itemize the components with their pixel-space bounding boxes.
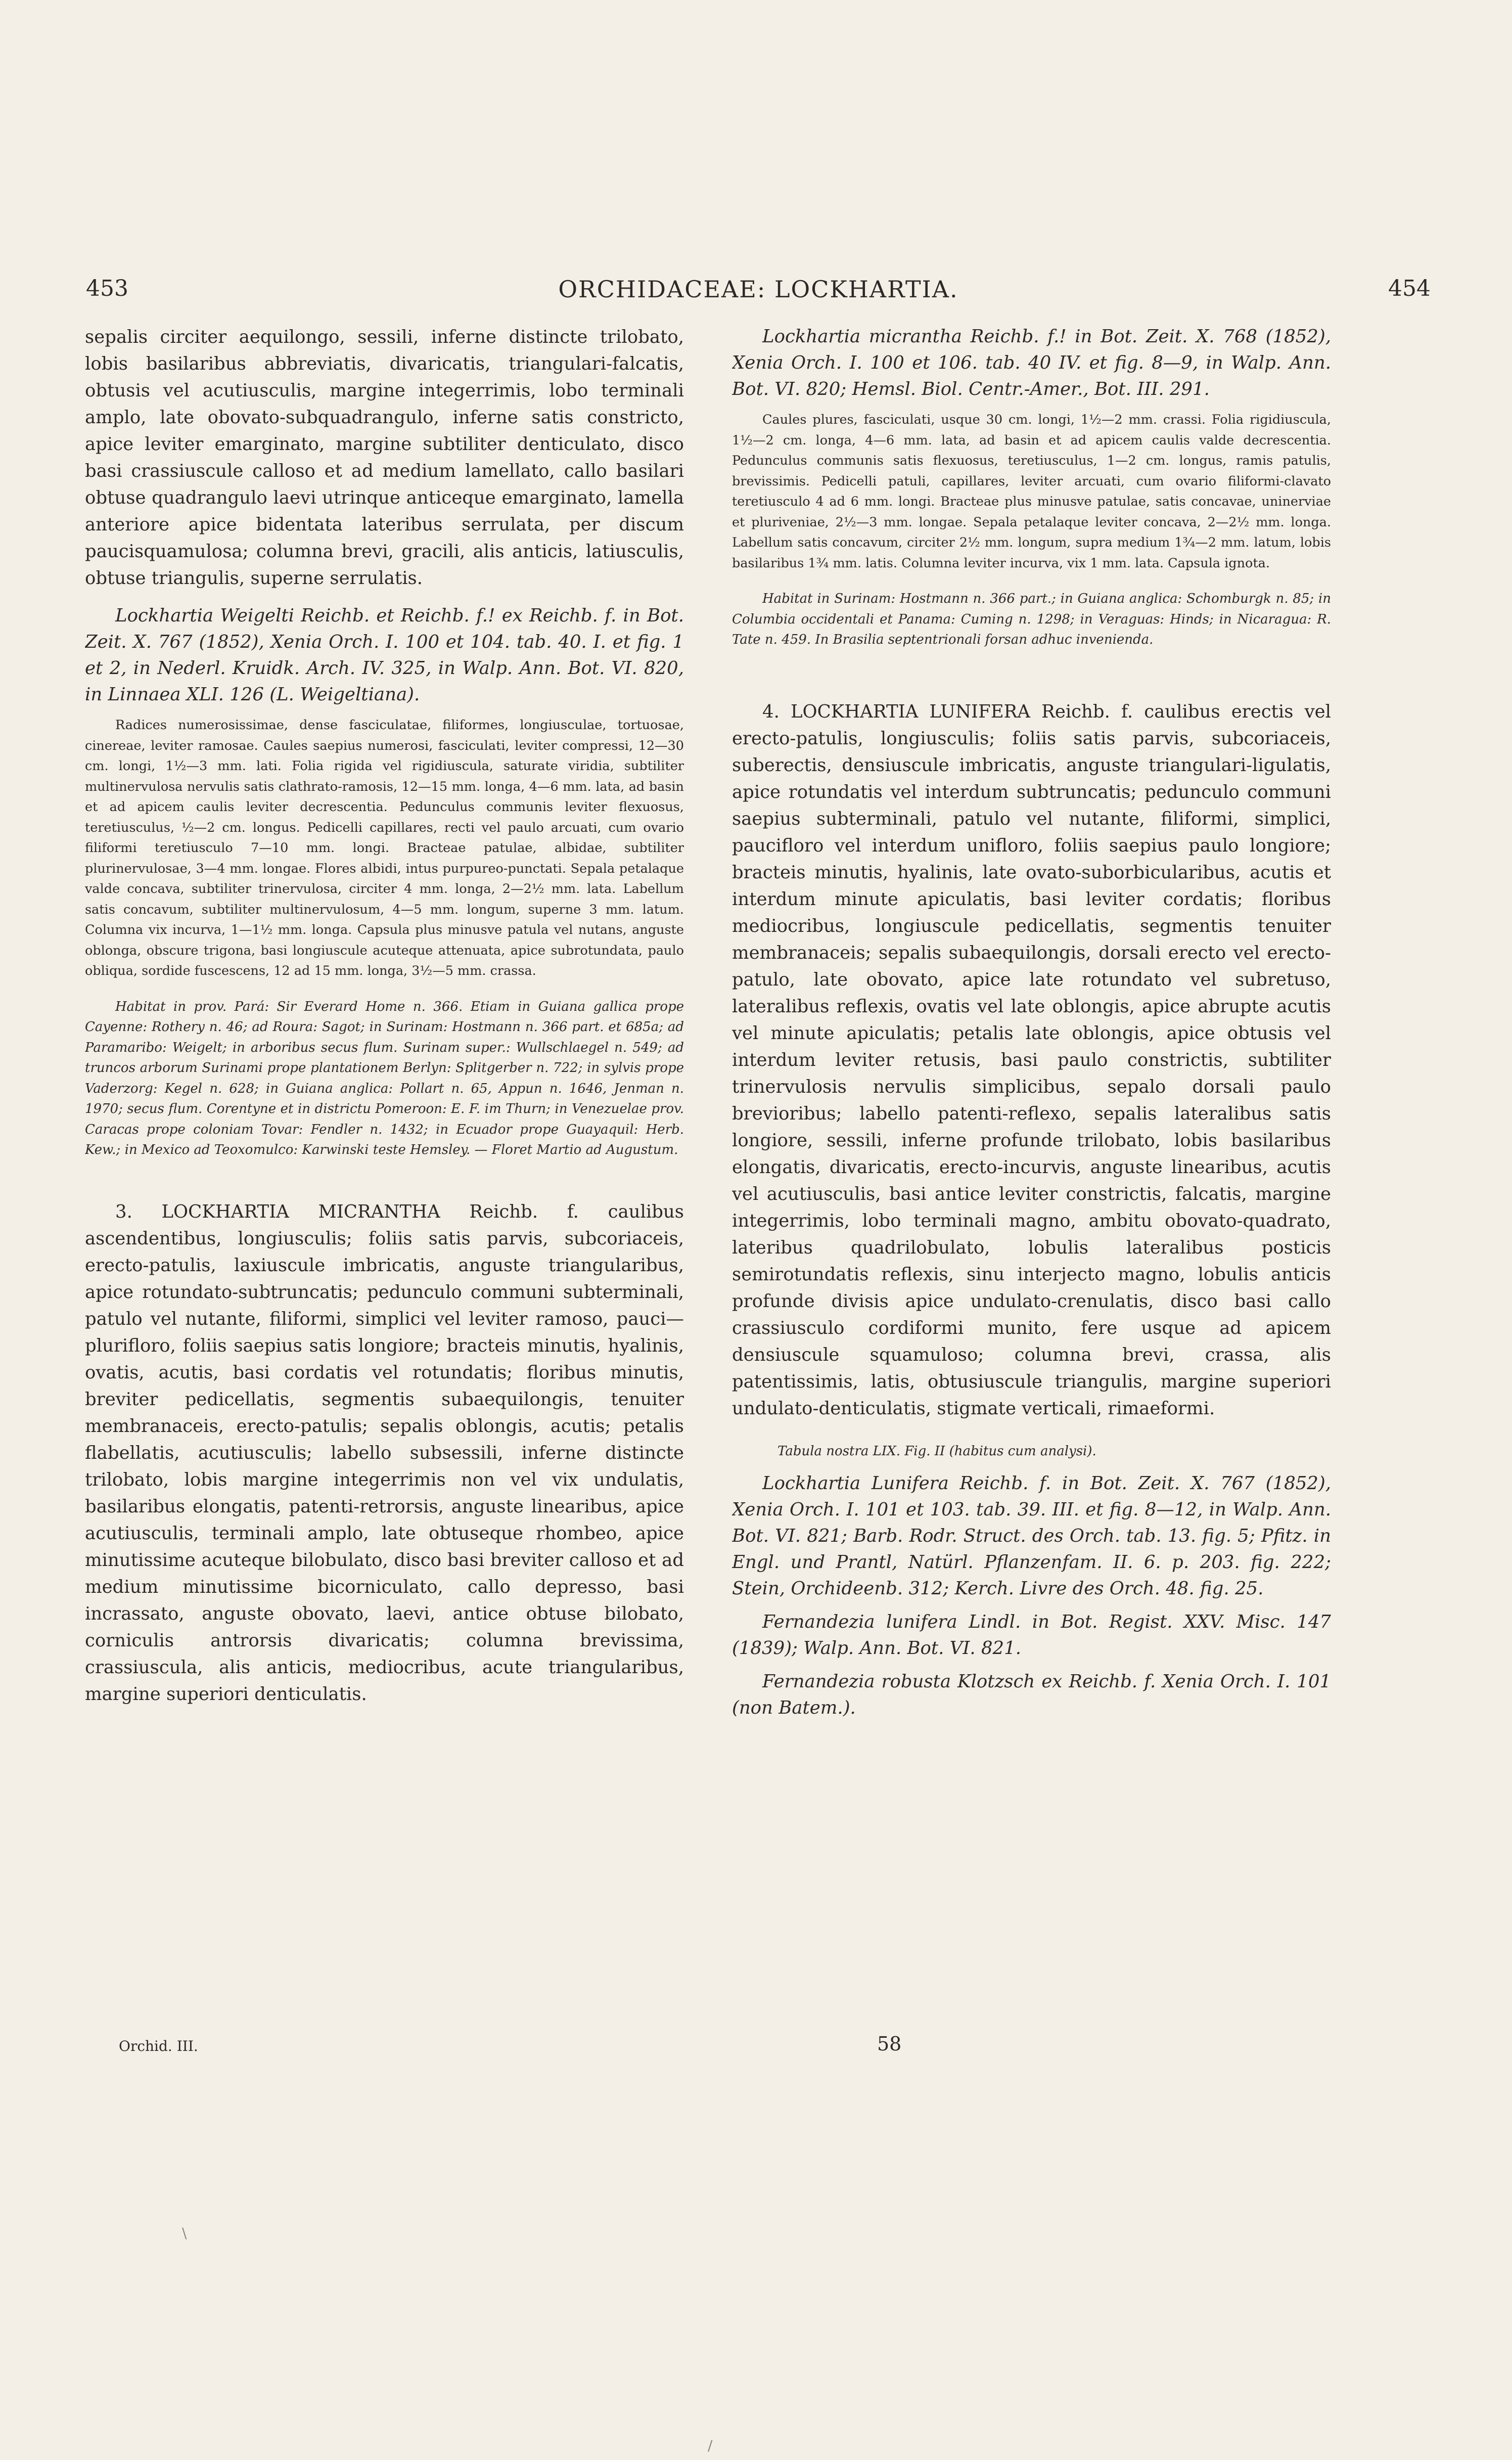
- tabula-reference: Tabula nostra LIX. Fig. II (habitus cum analysi).: [777, 1443, 1096, 1459]
- micrantha-diagnosis: 3. LOCKHARTIA MICRANTHA Reichb. f. caulibus ascendentibus, longiusculis; foliis satis parvis, subcoriaceis, erecto-patulis, laxiuscule imbricatis, anguste triangularibus, apice rotundato-subtruncatis; pedunculo communi subterminali, patulo vel nutante, filiformi, simplici vel leviter ramoso, pauci—plurifloro, foliis saepius satis longiore; bracteis minutis, hyalinis, ovatis, acutis, basi cordatis vel rotundatis; floribus minutis, breviter pedicellatis, segmentis subaequilongis, tenuiter membranaceis, erecto-patulis; sepalis oblongis, acutis; petalis flabellatis, acutiusculis; labello subsessili, inferne distincte trilobato, lobis margine integerrimis non vel vix undulatis, basilaribus elongatis, patenti-retrorsis, anguste linearibus, apice acutiusculis, terminali amplo, late obtuseque rhombeo, apice minutissime acuteque bilobulato, disco basi breviter calloso et ad medium minutissime bicorniculato, callo depresso, basi incrassato, anguste obovato, laevi, antice obtuse bilobato, corniculis antrorsis divaricatis; columna brevissima, crassiuscula, alis anticis, mediocribus, acute triangularibus, margine superiori denticulatis.: [85, 1201, 684, 1705]
- weigelti-citation: Lockhartia Weigelti Reichb. et Reichb. f.! ex Reichb. f. in Bot. Zeit. X. 767 (1852), Xenia Orch. I. 100 et 104. tab. 40. I. et fig. 1 et 2, in Nederl. Kruidk. Arch. IV. 325, in Walp. Ann. Bot. VI. 820, in Linnaea XLI. 126 (L. Weigeltiana).: [85, 605, 684, 705]
- paper-speck: /: [708, 2437, 713, 2454]
- left-column: [85, 324, 684, 2124]
- page-number-left: 453: [86, 276, 128, 301]
- intro-paragraph: sepalis circiter aequilongo, sessili, inferne distincte trilobato, lobis basilaribus abbreviatis, divaricatis, triangulari-falcatis, obtusis vel acutiusculis, margine integerrimis, lobo terminali amplo, late obovato-subquadrangulo, inferne satis constricto, apice leviter emarginato, margine subtiliter denticulato, disco basi crassiuscule calloso et ad medium lamellato, callo basilari obtuse quadrangulo laevi utrinque anticeque emarginato, lamella anteriore apice bidentata lateribus serrulata, per discum paucisquamulosa; columna brevi, gracili, alis anticis, latiusculis, obtuse triangulis, superne serrulatis.: [85, 327, 684, 589]
- lunifera-citation: Lockhartia Lunifera Reichb. f. in Bot. Zeit. X. 767 (1852), Xenia Orch. I. 101 et 103. tab. 39. III. et fig. 8—12, in Walp. Ann. Bot. VI. 821; Barb. Rodr. Struct. des Orch. tab. 13. fig. 5; Pfitz. in Engl. und Prantl, Natürl. Pflanzenfam. II. 6. p. 203. fig. 222; Stein, Orchideenb. 312; Kerch. Livre des Orch. 48. fig. 25.: [732, 1472, 1331, 1599]
- sheet-number: 58: [877, 2033, 902, 2055]
- lunifera-diagnosis: 4. LOCKHARTIA LUNIFERA Reichb. f. caulibus erectis vel erecto-patulis, longiusculis; foliis satis parvis, subcoriaceis, suberectis, densiuscule imbricatis, anguste triangulari-ligulatis, apice rotundatis vel interdum subtruncatis; pedunculo communi saepius subterminali, patulo vel nutante, filiformi, simplici, paucifloro vel interdum unifloro, foliis saepius paulo longiore; bracteis minutis, hyalinis, late ovato-suborbicularibus, acutis et interdum minute apiculatis, basi leviter cordatis; floribus mediocribus, longiuscule pedicellatis, segmentis tenuiter membranaceis; sepalis subaequilongis, dorsali erecto vel erecto-patulo, late obovato, apice late rotundato vel subretuso, lateralibus reflexis, ovatis vel late oblongis, apice abrupte acutis vel minute apiculatis; petalis late oblongis, apice obtusis vel interdum leviter retusis, basi paulo constrictis, subtiliter trinervulosis nervulis simplicibus, sepalo dorsali paulo brevioribus; labello patenti-reflexo, sepalis lateralibus satis longiore, sessili, inferne profunde trilobato, lobis basilaribus elongatis, divaricatis, erecto-incurvis, anguste linearibus, acutis vel acutiusculis, basi antice leviter constrictis, falcatis, margine integerrimis, lobo terminali magno, ambitu obovato-quadrato, lateribus quadrilobulato, lobulis lateralibus posticis semirotundatis reflexis, sinu interjecto magno, lobulis anticis profunde divisis apice undulato-crenulatis, disco basi callo crassiusculo cordiformi munito, fere usque ad apicem densiuscule squamuloso; columna brevi, crassa, alis patentissimis, latis, obtusiuscule triangulis, margine superiori undulato-denticulatis, stigmate verticali, rimaeformi.: [732, 701, 1331, 1419]
- weigelti-habitat: Habitat in prov. Pará: Sir Everard Home n. 366. Etiam in Guiana gallica prope Cayenne: Rothery n. 46; ad Roura: Sagot; in Surinam: Hostmann n. 366 part. et 685a; ad Paramaribo: Weigelt; in arboribus secus flum. Surinam super.: Wullschlaegel n. 549; ad truncos arborum Surinami prope plantationem Berlyn: Splitgerber n. 722; in sylvis prope Vaderzorg: Kegel n. 628; in Guiana anglica: Pollart n. 65, Appun n. 1646, Jenman n. 1970; secus flum. Corentyne et in districtu Pomeroon: E. F. im Thurn; in Venezuelae prov. Caracas prope coloniam Tovar: Fendler n. 1432; in Ecuador prope Guayaquil: Herb. Kew.; in Mexico ad Teoxomulco: Karwinski teste Hemsley. — Floret Martio ad Augustum.: [85, 999, 684, 1157]
- robusta-synonym-citation: Fernandezia robusta Klotzsch ex Reichb. f. Xenia Orch. I. 101 (non Batem.).: [732, 1671, 1331, 1718]
- paper-speck: \: [182, 2225, 187, 2242]
- signature-mark: Orchid. III.: [119, 2038, 198, 2054]
- running-title: ORCHIDACEAE: LOCKHARTIA.: [558, 276, 958, 303]
- right-column: [732, 324, 1331, 2124]
- micrantha-description: Caules plures, fasciculati, usque 30 cm. longi, 1½—2 mm. crassi. Folia rigidiuscula, 1½—2 cm. longa, 4—6 mm. lata, ad basin et ad apicem caulis valde decrescentia. Pedunculus communis satis flexuosus, teretiusculus, 1—2 cm. longus, ramis patulis, brevissimis. Pedicelli patuli, capillares, leviter arcuati, cum ovario filiformi-clavato teretiusculo 4 ad 6 mm. longi. Bracteae plus minusve patulae, satis concavae, uninerviae et pluriveniae, 2½—3 mm. longae. Sepala petalaque leviter concava, 2—2½ mm. longa. Labellum satis concavum, circiter 2½ mm. longum, supra medium 1¾—2 mm. latum, lobis basilaribus 1¾ mm. latis. Columna leviter incurva, vix 1 mm. lata. Capsula ignota.: [732, 412, 1331, 571]
- page-number-right: 454: [1388, 276, 1431, 301]
- weigelti-description: Radices numerosissimae, dense fasciculatae, filiformes, longiusculae, tortuosae, cinereae, leviter ramosae. Caules saepius numerosi, fasciculati, leviter compressi, 12—30 cm. longi, 1½—3 mm. lati. Folia rigida vel rigidiuscula, saturate viridia, subtiliter multinervulosa nervulis satis clathrato-ramosis, 12—15 mm. longa, 4—6 mm. lata, ad basin et ad apicem caulis leviter decrescentia. Pedunculus communis leviter flexuosus, teretiusculus, ½—2 cm. longus. Pedicelli capillares, recti vel paulo arcuati, cum ovario filiformi teretiusculo 7—10 mm. longi. Bracteae patulae, albidae, subtiliter plurinervulosae, 3—4 mm. longae. Flores albidi, intus purpureo-punctati. Sepala petalaque valde concava, subtiliter trinervulosa, circiter 4 mm. longa, 2—2½ mm. lata. Labellum satis concavum, subtiliter multinervulosum, 4—5 mm. longum, superne 3 mm. latum. Columna vix incurva, 1—1½ mm. longa. Capsula plus minusve patula vel nutans, anguste oblonga, obscure trigona, basi longiuscule acuteque attenuata, apice subrotundata, paulo obliqua, sordide fuscescens, 12 ad 15 mm. longa, 3½—5 mm. crassa.: [85, 718, 684, 978]
- micrantha-habitat: Habitat in Surinam: Hostmann n. 366 part.; in Guiana anglica: Schomburgk n. 85; in Columbia occidentali et Panama: Cuming n. 1298; in Veraguas: Hinds; in Nicaragua: R. Tate n. 459. In Brasilia septentrionali forsan adhuc invenienda.: [732, 591, 1331, 647]
- lunifera-synonym-citation: Fernandezia lunifera Lindl. in Bot. Regist. XXV. Misc. 147 (1839); Walp. Ann. Bot. VI. 821.: [732, 1611, 1331, 1659]
- micrantha-citation: Lockhartia micrantha Reichb. f.! in Bot. Zeit. X. 768 (1852), Xenia Orch. I. 100 et 106. tab. 40 IV. et fig. 8—9, in Walp. Ann. Bot. VI. 820; Hemsl. Biol. Centr.-Amer., Bot. III. 291.: [732, 326, 1331, 399]
- page-header: [86, 276, 1431, 311]
